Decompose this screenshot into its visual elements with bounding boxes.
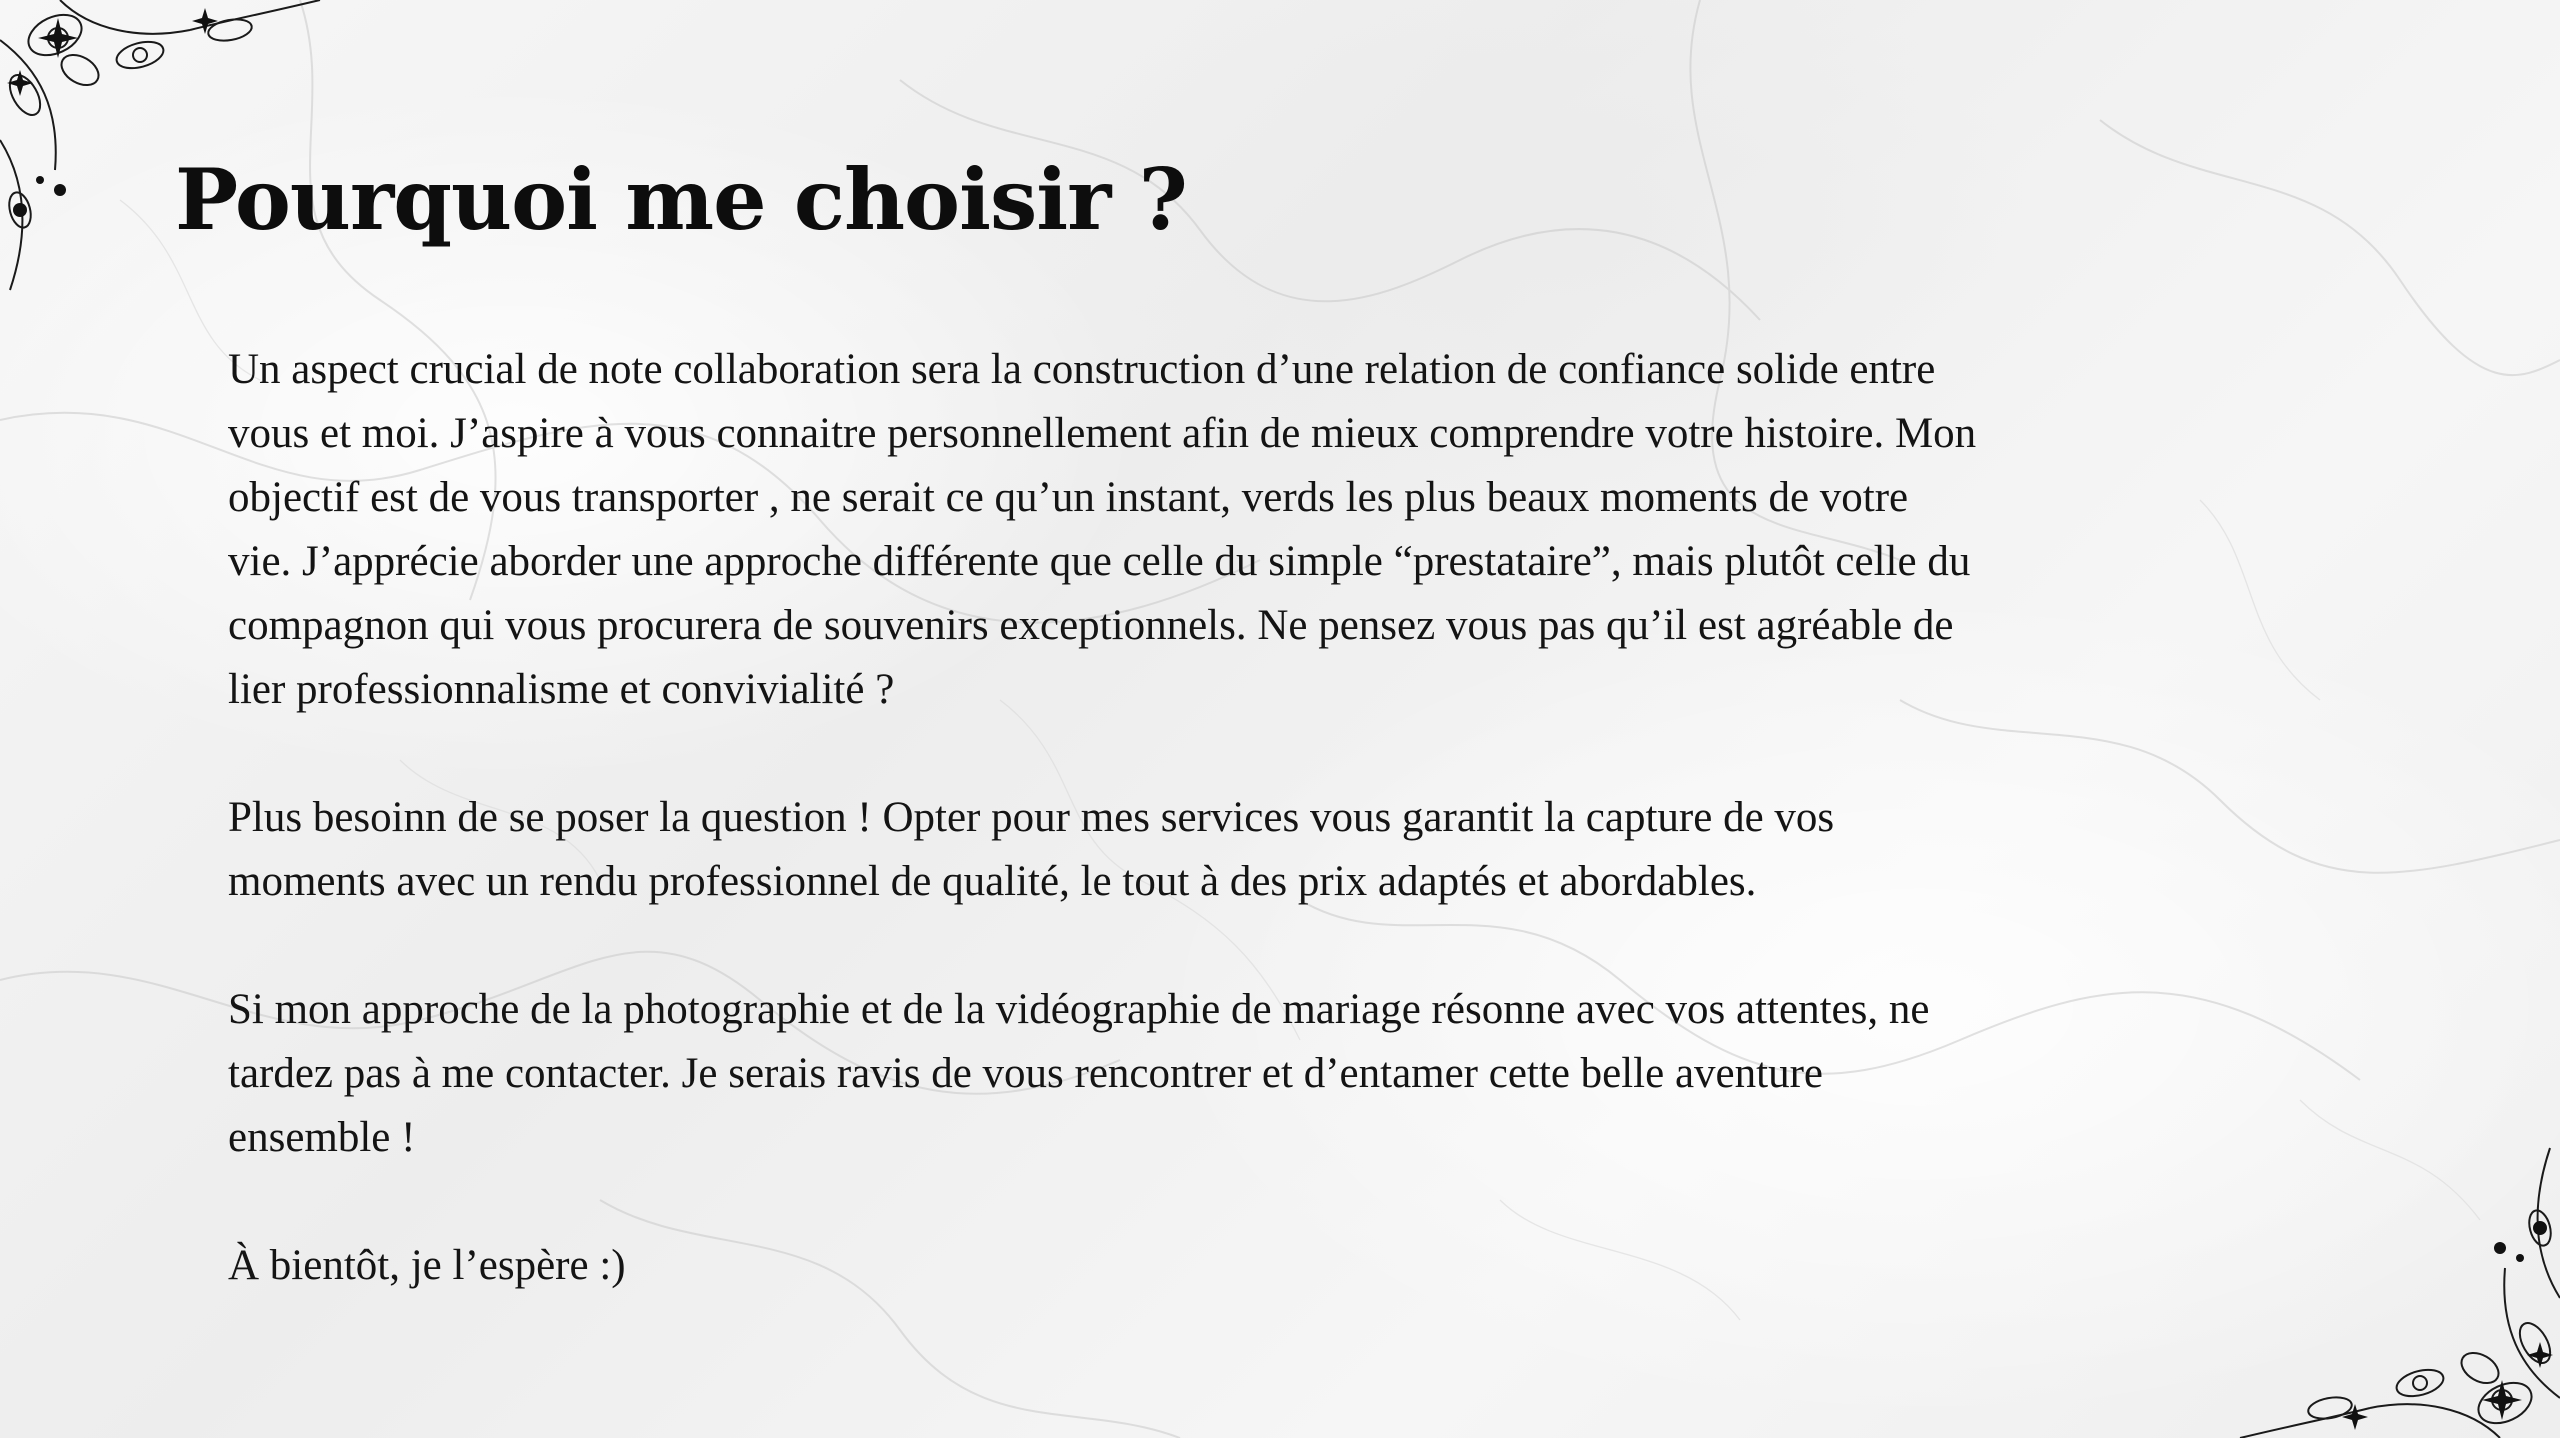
slide-body bbox=[228, 338, 2378, 1298]
paragraph-contact: Si mon approche de la photographie et de la vidéographie de mariage résonne avec vos attentes, ne tardez pas à me contacter. Je serais ravis de vous rencontrer et d’entamer cette belle aventure ensemble ! bbox=[228, 986, 1930, 1161]
paragraph-closing: À bientôt, je l’espère :) bbox=[228, 1242, 626, 1289]
slide-title: Pourquoi me choisir ? bbox=[175, 150, 1187, 249]
paragraph-services: Plus besoinn de se poser la question ! Opter pour mes services vous garantit la capture de vos moments avec un rendu professionnel de qualité, le tout à des prix adaptés et abordables. bbox=[228, 794, 1835, 905]
paragraph-confiance: Un aspect crucial de note collaboration sera la construction d’une relation de confiance solide entre vous et moi. J’aspire à vous connaitre personnellement afin de mieux comprendre votre histoire. Mon objectif est de vous transporter , ne serait ce qu’un instant, verds les plus beaux moments de votre vie. J’apprécie aborder une approche différente que celle du simple “prestataire”, mais plutôt celle du compagnon qui vous procurera de souvenirs exceptionnels. Ne pensez vous pas qu’il est agréable de lier professionnalisme et convivialité ? bbox=[228, 346, 1977, 713]
